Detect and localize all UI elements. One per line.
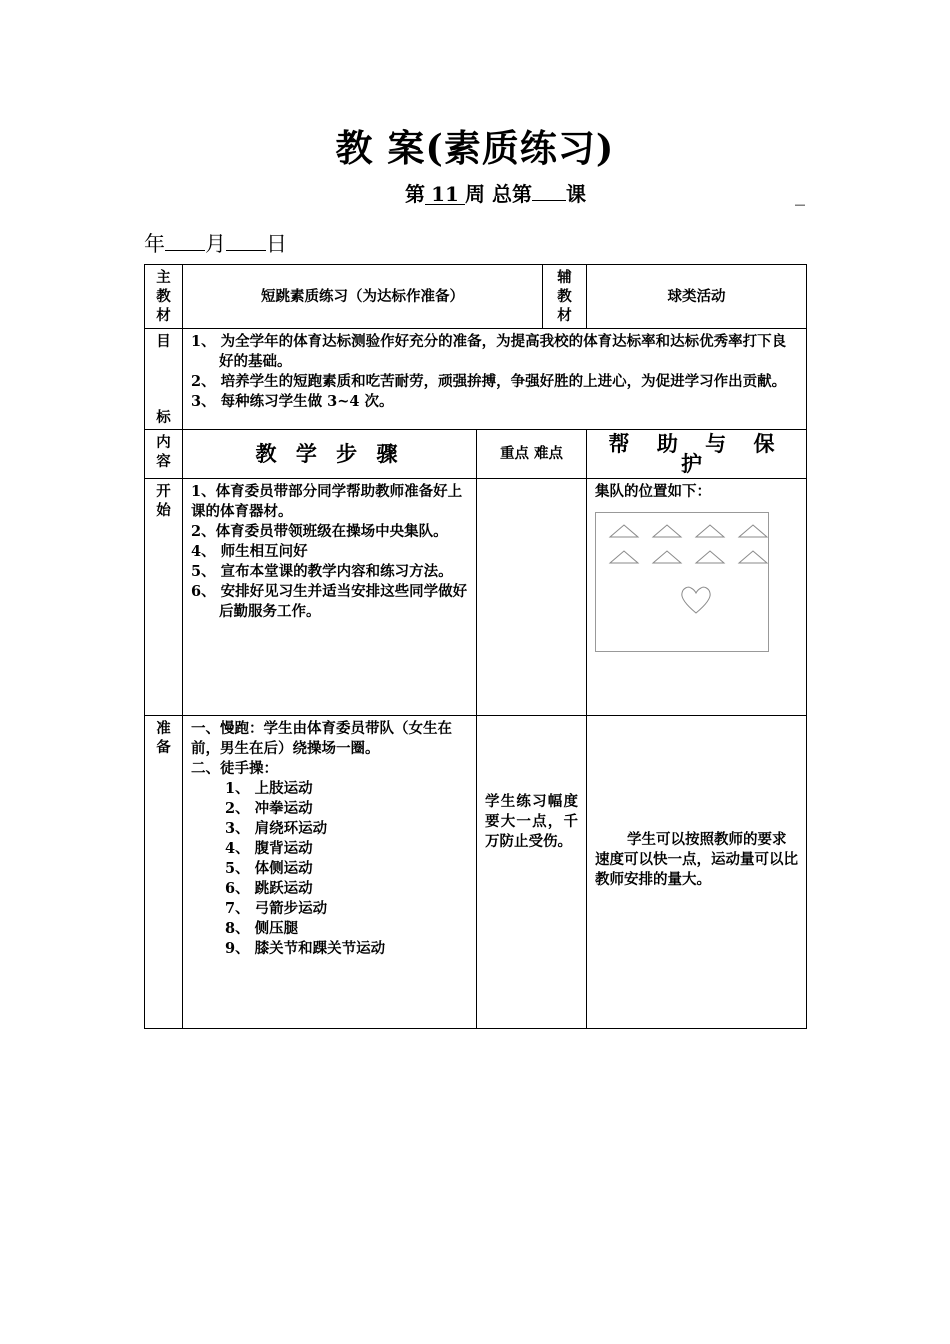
start-label: 开 始 — [145, 479, 183, 716]
week-line — [405, 178, 586, 207]
prep-label: 准 备 — [145, 716, 183, 1029]
goals-content — [183, 329, 807, 430]
materials-row — [145, 265, 807, 329]
formation-caption: 集队的位置如下： — [595, 483, 711, 500]
content-label: 内 容 — [145, 430, 183, 479]
step-item: 2、体育委员带领班级在操场中央集队。 — [191, 523, 448, 540]
help-header: 帮 助 与 保 护 — [587, 430, 807, 479]
goals-label: 目 标 — [145, 329, 183, 430]
date-line — [144, 228, 287, 258]
prep-help: 学生可以按照教师的要求速度可以快一点，运动量可以比教师安排的量大。 — [587, 716, 807, 1029]
start-steps — [183, 479, 477, 716]
page-title: 教 案(素质练习) — [335, 126, 615, 170]
aux-material-label: 辅 教 材 — [543, 265, 587, 329]
main-material-value: 短跳素质练习（为达标作准备） — [183, 265, 543, 329]
start-section-row — [145, 479, 807, 716]
header-row — [145, 430, 807, 479]
step-item: 4、 师生相互问好 — [191, 543, 308, 560]
trailing-mark: _ — [795, 182, 805, 206]
prep-intro: 一、慢跑：学生由体育委员带队（女生在前，男生在后）绕操场一圈。 — [191, 720, 452, 757]
day-label: 日 — [266, 232, 287, 256]
year-label: 年 — [144, 232, 165, 256]
student-triangle-icon — [696, 525, 724, 537]
goal-item: 1、 为全学年的体育达标测验作好充分的准备，为提高我校的体育达标率和达标优秀率打下良好的基础。 — [191, 333, 787, 370]
exercise-item: 5、 体侧运动 — [225, 860, 313, 877]
exercise-item: 8、 侧压腿 — [225, 920, 299, 937]
student-triangle-icon — [739, 525, 767, 537]
student-triangle-icon — [610, 525, 638, 537]
exercise-item: 3、 肩绕环运动 — [225, 820, 328, 837]
student-triangle-icon — [610, 551, 638, 563]
steps-header: 教 学 步 骤 — [183, 430, 477, 479]
student-triangle-icon — [696, 551, 724, 563]
student-triangle-icon — [653, 525, 681, 537]
month-blank — [165, 250, 205, 251]
week-prefix: 第 — [405, 182, 425, 206]
month-label: 月 — [205, 232, 226, 256]
step-item: 1、体育委员带部分同学帮助教师准备好上课的体育器材。 — [191, 483, 463, 520]
goal-item: 2、 培养学生的短跑素质和吃苦耐劳，顽强拚搏，争强好胜的上进心，为促进学习作出贡献。 — [191, 373, 787, 390]
prep-section-row — [145, 716, 807, 1029]
week-mid: 周 总第 — [465, 182, 532, 206]
formation-diagram — [595, 512, 769, 652]
goals-row — [145, 329, 807, 430]
main-material-label: 主 教 材 — [145, 265, 183, 329]
key-points-header: 重点 难点 — [477, 430, 587, 479]
day-blank — [226, 250, 266, 251]
exercise-item: 7、 弓箭步运动 — [225, 900, 328, 917]
week-number: 11 — [425, 184, 465, 205]
exercise-item: 2、 冲拳运动 — [225, 800, 313, 817]
prep-steps — [183, 716, 477, 1029]
exercise-item: 6、 跳跃运动 — [225, 880, 313, 897]
prep-intro: 二、徒手操： — [191, 760, 278, 777]
week-suffix: 课 — [565, 182, 586, 206]
start-key-points — [477, 479, 587, 716]
start-help — [587, 479, 807, 716]
lesson-plan-table — [144, 264, 807, 1029]
goal-item: 3、 每种练习学生做 3~4 次。 — [191, 393, 394, 410]
teacher-heart-icon — [682, 587, 710, 613]
step-item: 5、 宣布本堂课的教学内容和练习方法。 — [191, 563, 453, 580]
aux-material-value: 球类活动 — [587, 265, 807, 329]
exercise-item: 9、 膝关节和踝关节运动 — [225, 940, 386, 957]
student-triangle-icon — [739, 551, 767, 563]
exercise-item: 1、 上肢运动 — [225, 780, 313, 797]
step-item: 6、 安排好见习生并适当安排这些同学做好后勤服务工作。 — [191, 583, 468, 620]
lesson-number-blank — [532, 200, 566, 201]
exercise-item: 4、 腹背运动 — [225, 840, 313, 857]
prep-key-note: 学生练习幅度要大一点，千万防止受伤。 — [477, 716, 587, 1029]
student-triangle-icon — [653, 551, 681, 563]
